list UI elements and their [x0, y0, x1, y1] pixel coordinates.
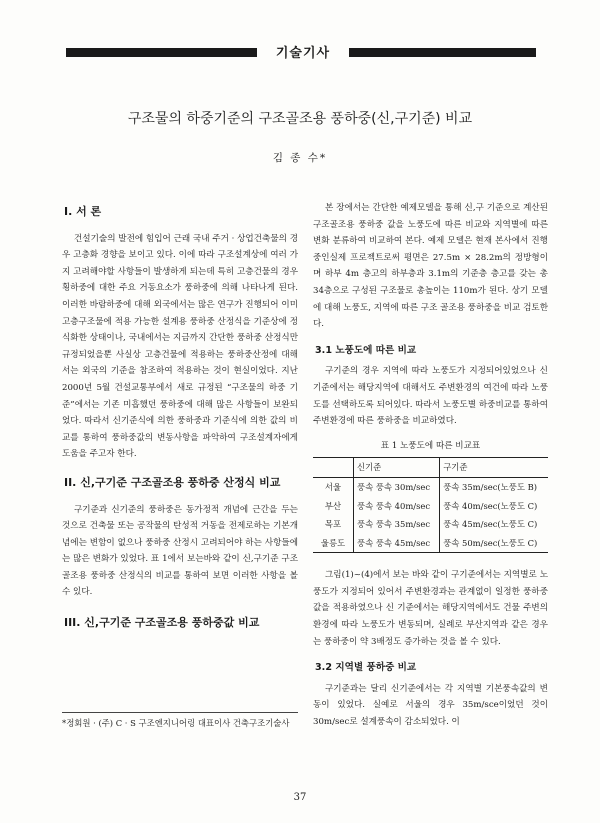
table-cell: 풍속 45m/sec(노풍도 C) [440, 515, 548, 534]
section-2-heading: II. 신,구기준 구조골조용 풍하중 산정식 비교 [64, 475, 281, 489]
article-title: 구조물의 하중기준의 구조골조용 풍하중(신,구기준) 비교 [127, 111, 473, 127]
table-cell: 풍속 풍속 30m/sec [354, 477, 440, 496]
after-table-body: 그림(1)~(4)에서 보는 바와 같이 구기준에서는 지역별로 노풍도가 지정되어 있어서 주변환경과는 관계없이 일정한 풍하중값을 적용하였으나 신 기준에서는 해당지역에서도 건물 주변의 환경에 따라 노풍도가 변동되며, 실례로 부산지역과 같은 경우는 풍하중이 약 3배정도 증가하는 것을 볼 수 있다. [313, 570, 548, 647]
table-cell: 풍속 풍속 45m/sec [354, 534, 440, 553]
table-cell-region: 서울 [324, 481, 342, 492]
table-cell-region: 목포 [324, 519, 342, 530]
subsection-3-2-heading: 3.2 지역별 풍하중 비교 [315, 662, 417, 674]
article-author: 김 종 수* [272, 152, 328, 164]
table-cell-region: 울릉도 [320, 537, 346, 548]
section-tag: 기술기사 [275, 46, 331, 61]
table-caption: 표 1 노풍도에 따른 비교표 [380, 440, 481, 451]
table-cell: 풍속 35m/sec(노풍도 B) [440, 477, 548, 496]
footnote-rule [62, 712, 298, 713]
left-column [62, 200, 298, 632]
header-rule-left [66, 48, 257, 57]
table-row [313, 477, 548, 496]
footnote: *정회원 · (주) C · S 구조엔지니어링 대표이사 건축구조기술사 [62, 718, 290, 728]
section-3-heading: III. 신,구기준 구조골조용 풍하중값 비교 [64, 616, 260, 630]
section-2-body: 구기준과 신기준의 풍하중은 동가정적 개념에 근간을 두는 것으로 건축물 또는 공작물의 탄성적 거동을 전제로하는 기본개념에는 변함이 없으나 풍하중 산정시 고려되어야 하는 사항들에는 많은 변화가 있었다. 표 1에서 보는바와 같이 신,구기준 구조골조용 풍하중 산정식의 비교를 통하여 보면 이러한 사항을 볼 수 있다. [62, 504, 298, 598]
table-row [313, 497, 548, 516]
table-row [313, 534, 548, 553]
section-1-heading: I. 서 론 [64, 205, 102, 218]
subsection-3-1-body: 구기준의 경우 지역에 따라 노풍도가 지정되어있었으나 신기준에서는 해당지역에 대해서도 주변환경의 여건에 따라 노풍도를 선택하도록 되어있다. 따라서 노풍도별 하중비교를 통하여 주변환경에 따른 풍하중을 비교하였다. [313, 366, 548, 427]
table-cell: 풍속 50m/sec(노풍도 C) [440, 534, 548, 553]
table-row [313, 515, 548, 534]
right-column [313, 200, 548, 731]
table-header-cell: 구기준 [440, 458, 548, 478]
table-cell: 풍속 40m/sec(노풍도 C) [440, 497, 548, 516]
table-header-cell: 신기준 [354, 458, 440, 478]
comparison-table [313, 457, 548, 553]
table-header-cell [313, 458, 354, 478]
table-header-row [313, 458, 548, 478]
section-3-intro: 본 장에서는 간단한 예제모델을 통해 신,구 기준으로 계산된 구조골조용 풍하중 값을 노풍도에 따른 비교와 지역별에 따른 변화 분류하여 비교하여 본다. 예제 모델은 현재 본사에서 진행중인실제 프로젝트로써 평면은 27.5m × 28.2m의 정방형이며 하부 4m 층고의 하부층과 3.1m의 기준층 층고를 갖는 총 34층으로 구성된 구조물로 총높이는 110m가 된다. 상기 모델에 대해 노풍도, 지역에 따른 구조 골조용 풍하중을 비교 검토한다. [313, 203, 548, 330]
section-1-body: 건설기술의 발전에 힘입어 근래 국내 주거 · 상업건축물의 경우 고층화 경향을 보이고 있다. 이에 따라 구조설계상에 여러 가지 고려해야할 사항들이 발생하게 되는데 특히 고층건물의 경우 횡하중에 대한 주요 거동요소가 풍하중에 의해 나타나게 된다. 이러한 바람하중에 대해 외국에서는 많은 연구가 진행되어 이미 고층구조물에 적용 가능한 설계용 풍하중 산정식을 기준상에 정식화한 상태이나, 국내에서는 지금까지 간단한 풍하중 산정식만 규정되었을뿐 사실상 고층건물에 적용하는 풍하중산정에 대해서는 외국의 기준을 참조하여 적용하는 것이 현실이었다. 지난 2000년 5월 건설교통부에서 새로 규정된 “구조물의 하중 기준”에서는 기존 미흡했던 풍하중에 대해 많은 사항들이 보완되었다. 따라서 신기준식에 의한 풍하중과 기준식에 의한 값의 비교를 통하여 풍하중값의 변동사항을 파악하여 구조설계자에게 도움을 주고자 한다. [62, 233, 298, 460]
header-rule-right [349, 48, 536, 57]
subsection-3-2-body: 구기준과는 달리 신기준에서는 각 지역별 기본풍속값의 변동이 있었다. 실예로 서울의 경우 35m/sce이었던 것이 30m/sec로 설계풍속이 감소되었다. 이 [313, 683, 548, 728]
table-cell: 풍속 풍속 35m/sec [354, 515, 440, 534]
subsection-3-1-heading: 3.1 노풍도에 따른 비교 [315, 344, 417, 356]
page-number: 37 [293, 792, 307, 803]
table-cell: 풍속 풍속 40m/sec [354, 497, 440, 516]
table-cell-region: 부산 [324, 500, 342, 511]
